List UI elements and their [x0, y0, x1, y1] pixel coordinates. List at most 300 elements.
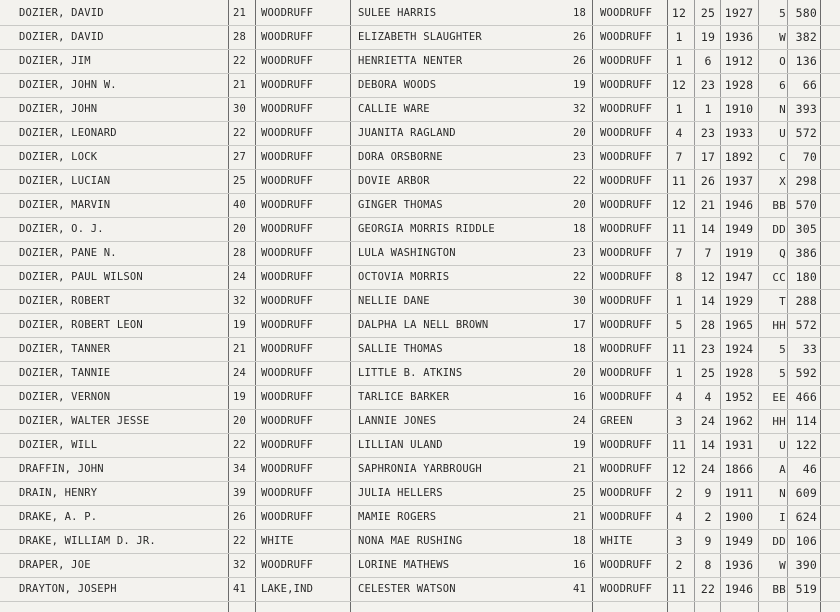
- marriage-year: 1965: [724, 318, 754, 332]
- bride-age: 16: [573, 391, 587, 403]
- groom-name: DOZIER, ROBERT LEON: [19, 319, 143, 331]
- groom-name: DOZIER, VERNON: [19, 391, 111, 403]
- bride-residence: WOODRUFF: [600, 511, 653, 523]
- bride-name: MAMIE ROGERS: [358, 511, 437, 523]
- marriage-day: 1: [704, 102, 712, 116]
- record-book: 5: [779, 343, 786, 356]
- bride-name: CELESTER WATSON: [358, 583, 456, 595]
- bride-age: 26: [573, 31, 587, 43]
- table-row: [0, 242, 840, 266]
- bride-name: LULA WASHINGTON: [358, 247, 456, 259]
- bride-age: 18: [573, 7, 587, 19]
- marriage-year: 1924: [724, 342, 754, 356]
- groom-age: 39: [233, 487, 247, 499]
- groom-name: DOZIER, DAVID: [19, 7, 104, 19]
- table-row: [0, 98, 840, 122]
- groom-residence: LAKE,IND: [261, 583, 314, 595]
- bride-age: 24: [573, 415, 587, 427]
- table-row: [0, 338, 840, 362]
- record-page: 390: [795, 558, 817, 572]
- record-page: 114: [795, 414, 817, 428]
- record-book: DD: [772, 223, 786, 236]
- bride-residence: GREEN: [600, 415, 633, 427]
- record-book: 5: [779, 367, 786, 380]
- bride-name: DOVIE ARBOR: [358, 175, 430, 187]
- marriage-day: 14: [700, 222, 716, 236]
- bride-name: SULEE HARRIS: [358, 7, 437, 19]
- groom-age: 24: [233, 271, 247, 283]
- bride-residence: WOODRUFF: [600, 391, 653, 403]
- bride-name: DORA ORSBORNE: [358, 151, 443, 163]
- record-book: T: [779, 295, 786, 308]
- groom-residence: WOODRUFF: [261, 127, 314, 139]
- bride-residence: WOODRUFF: [600, 31, 653, 43]
- marriage-month: 1: [675, 54, 683, 68]
- row-rule: [0, 601, 840, 602]
- bride-age: 41: [573, 583, 587, 595]
- marriage-month: 11: [671, 174, 687, 188]
- groom-name: DOZIER, O. J.: [19, 223, 104, 235]
- marriage-day: 23: [700, 126, 716, 140]
- marriage-month: 4: [675, 126, 683, 140]
- marriage-day: 8: [704, 558, 712, 572]
- bride-residence: WOODRUFF: [600, 295, 653, 307]
- marriage-month: 8: [675, 270, 683, 284]
- marriage-month: 3: [675, 414, 683, 428]
- record-page: 570: [795, 198, 817, 212]
- record-page: 519: [795, 582, 817, 596]
- groom-residence: WOODRUFF: [261, 511, 314, 523]
- groom-age: 20: [233, 415, 247, 427]
- groom-name: DOZIER, PANE N.: [19, 247, 117, 259]
- table-row: [0, 386, 840, 410]
- marriage-year: 1936: [724, 30, 754, 44]
- record-book: EE: [772, 391, 786, 404]
- bride-residence: WOODRUFF: [600, 127, 653, 139]
- bride-name: DALPHA LA NELL BROWN: [358, 319, 489, 331]
- record-page: 180: [795, 270, 817, 284]
- marriage-day: 9: [704, 534, 712, 548]
- groom-residence: WOODRUFF: [261, 319, 314, 331]
- record-book: C: [779, 151, 786, 164]
- groom-residence: WOODRUFF: [261, 463, 314, 475]
- groom-age: 28: [233, 247, 247, 259]
- groom-age: 22: [233, 439, 247, 451]
- marriage-year: 1936: [724, 558, 754, 572]
- record-page: 66: [802, 78, 817, 92]
- marriage-year: 1946: [724, 198, 754, 212]
- groom-name: DOZIER, JOHN W.: [19, 79, 117, 91]
- groom-residence: WOODRUFF: [261, 199, 314, 211]
- record-page: 305: [795, 222, 817, 236]
- record-book: U: [779, 127, 786, 140]
- groom-age: 19: [233, 391, 247, 403]
- record-book: BB: [772, 199, 786, 212]
- bride-residence: WOODRUFF: [600, 151, 653, 163]
- record-book: X: [779, 175, 786, 188]
- groom-name: DRAFFIN, JOHN: [19, 463, 104, 475]
- marriage-day: 19: [700, 30, 716, 44]
- marriage-day: 24: [700, 462, 716, 476]
- record-page: 572: [795, 318, 817, 332]
- table-row: [0, 314, 840, 338]
- table-row: [0, 506, 840, 530]
- marriage-month: 7: [675, 246, 683, 260]
- record-page: 592: [795, 366, 817, 380]
- record-page: 106: [795, 534, 817, 548]
- groom-residence: WOODRUFF: [261, 559, 314, 571]
- groom-age: 28: [233, 31, 247, 43]
- bride-name: CALLIE WARE: [358, 103, 430, 115]
- bride-name: HENRIETTA NENTER: [358, 55, 463, 67]
- groom-name: DOZIER, LEONARD: [19, 127, 117, 139]
- record-book: O: [779, 55, 786, 68]
- bride-name: LANNIE JONES: [358, 415, 437, 427]
- record-page: 386: [795, 246, 817, 260]
- groom-age: 21: [233, 79, 247, 91]
- groom-name: DRAKE, A. P.: [19, 511, 98, 523]
- groom-residence: WOODRUFF: [261, 367, 314, 379]
- table-row: [0, 218, 840, 242]
- record-page: 122: [795, 438, 817, 452]
- groom-age: 25: [233, 175, 247, 187]
- groom-age: 21: [233, 343, 247, 355]
- record-page: 580: [795, 6, 817, 20]
- marriage-year: 1946: [724, 582, 754, 596]
- bride-residence: WOODRUFF: [600, 247, 653, 259]
- groom-name: DOZIER, ROBERT: [19, 295, 111, 307]
- bride-age: 19: [573, 79, 587, 91]
- marriage-day: 6: [704, 54, 712, 68]
- marriage-month: 12: [671, 198, 687, 212]
- bride-residence: WOODRUFF: [600, 79, 653, 91]
- bride-age: 20: [573, 127, 587, 139]
- bride-age: 18: [573, 223, 587, 235]
- bride-age: 30: [573, 295, 587, 307]
- marriage-month: 1: [675, 102, 683, 116]
- marriage-month: 11: [671, 438, 687, 452]
- groom-age: 24: [233, 367, 247, 379]
- bride-age: 18: [573, 343, 587, 355]
- marriage-year: 1900: [724, 510, 754, 524]
- bride-name: JULIA HELLERS: [358, 487, 443, 499]
- record-page: 298: [795, 174, 817, 188]
- table-row: [0, 578, 840, 602]
- record-page: 70: [802, 150, 817, 164]
- record-book: W: [779, 559, 786, 572]
- groom-residence: WOODRUFF: [261, 343, 314, 355]
- groom-age: 21: [233, 7, 247, 19]
- table-row: [0, 266, 840, 290]
- bride-age: 19: [573, 439, 587, 451]
- table-row: [0, 50, 840, 74]
- marriage-year: 1933: [724, 126, 754, 140]
- bride-residence: WOODRUFF: [600, 343, 653, 355]
- marriage-month: 4: [675, 510, 683, 524]
- marriage-month: 3: [675, 534, 683, 548]
- bride-age: 20: [573, 367, 587, 379]
- bride-residence: WOODRUFF: [600, 583, 653, 595]
- groom-age: 27: [233, 151, 247, 163]
- groom-residence: WOODRUFF: [261, 415, 314, 427]
- bride-name: NELLIE DANE: [358, 295, 430, 307]
- bride-residence: WHITE: [600, 535, 633, 547]
- record-book: W: [779, 31, 786, 44]
- groom-residence: WOODRUFF: [261, 391, 314, 403]
- groom-residence: WOODRUFF: [261, 55, 314, 67]
- table-row: [0, 170, 840, 194]
- marriage-day: 4: [704, 390, 712, 404]
- groom-name: DOZIER, JIM: [19, 55, 91, 67]
- marriage-day: 25: [700, 366, 716, 380]
- groom-residence: WOODRUFF: [261, 271, 314, 283]
- record-page: 136: [795, 54, 817, 68]
- record-page: 46: [802, 462, 817, 476]
- marriage-day: 17: [700, 150, 716, 164]
- marriage-day: 9: [704, 486, 712, 500]
- marriage-year: 1928: [724, 366, 754, 380]
- record-page: 288: [795, 294, 817, 308]
- record-book: BB: [772, 583, 786, 596]
- marriage-year: 1892: [724, 150, 754, 164]
- bride-age: 25: [573, 487, 587, 499]
- marriage-day: 22: [700, 582, 716, 596]
- marriage-year: 1866: [724, 462, 754, 476]
- marriage-year: 1952: [724, 390, 754, 404]
- bride-age: 20: [573, 199, 587, 211]
- groom-residence: WHITE: [261, 535, 294, 547]
- marriage-day: 28: [700, 318, 716, 332]
- groom-age: 32: [233, 559, 247, 571]
- record-page: 382: [795, 30, 817, 44]
- marriage-day: 23: [700, 78, 716, 92]
- marriage-day: 7: [704, 246, 712, 260]
- record-page: 393: [795, 102, 817, 116]
- table-row: [0, 26, 840, 50]
- bride-residence: WOODRUFF: [600, 487, 653, 499]
- marriage-year: 1962: [724, 414, 754, 428]
- groom-age: 22: [233, 535, 247, 547]
- marriage-month: 12: [671, 6, 687, 20]
- bride-name: DEBORA WOODS: [358, 79, 437, 91]
- table-row: [0, 530, 840, 554]
- groom-residence: WOODRUFF: [261, 79, 314, 91]
- groom-residence: WOODRUFF: [261, 295, 314, 307]
- groom-residence: WOODRUFF: [261, 223, 314, 235]
- bride-residence: WOODRUFF: [600, 319, 653, 331]
- bride-name: ELIZABETH SLAUGHTER: [358, 31, 482, 43]
- groom-age: 26: [233, 511, 247, 523]
- marriage-year: 1949: [724, 222, 754, 236]
- bride-age: 18: [573, 535, 587, 547]
- groom-age: 22: [233, 55, 247, 67]
- marriage-year: 1949: [724, 534, 754, 548]
- record-page: 33: [802, 342, 817, 356]
- marriage-day: 24: [700, 414, 716, 428]
- table-row: [0, 482, 840, 506]
- groom-name: DOZIER, WILL: [19, 439, 98, 451]
- bride-name: LITTLE B. ATKINS: [358, 367, 463, 379]
- bride-age: 26: [573, 55, 587, 67]
- bride-residence: WOODRUFF: [600, 367, 653, 379]
- groom-age: 34: [233, 463, 247, 475]
- groom-residence: WOODRUFF: [261, 247, 314, 259]
- bride-age: 21: [573, 511, 587, 523]
- marriage-year: 1931: [724, 438, 754, 452]
- groom-residence: WOODRUFF: [261, 439, 314, 451]
- bride-residence: WOODRUFF: [600, 271, 653, 283]
- bride-residence: WOODRUFF: [600, 439, 653, 451]
- groom-name: DOZIER, JOHN: [19, 103, 98, 115]
- table-row: [0, 410, 840, 434]
- record-book: CC: [772, 271, 786, 284]
- groom-name: DOZIER, PAUL WILSON: [19, 271, 143, 283]
- record-page: 572: [795, 126, 817, 140]
- bride-age: 23: [573, 151, 587, 163]
- bride-name: LILLIAN ULAND: [358, 439, 443, 451]
- record-book: 5: [779, 7, 786, 20]
- groom-name: DOZIER, LOCK: [19, 151, 98, 163]
- bride-residence: WOODRUFF: [600, 463, 653, 475]
- groom-residence: WOODRUFF: [261, 7, 314, 19]
- bride-age: 23: [573, 247, 587, 259]
- marriage-month: 5: [675, 318, 683, 332]
- marriage-month: 11: [671, 582, 687, 596]
- marriage-day: 12: [700, 270, 716, 284]
- groom-name: DOZIER, LUCIAN: [19, 175, 111, 187]
- marriage-day: 14: [700, 294, 716, 308]
- groom-age: 20: [233, 223, 247, 235]
- marriage-month: 11: [671, 342, 687, 356]
- bride-residence: WOODRUFF: [600, 103, 653, 115]
- marriage-month: 12: [671, 462, 687, 476]
- groom-name: DRAIN, HENRY: [19, 487, 98, 499]
- groom-age: 41: [233, 583, 247, 595]
- marriage-day: 2: [704, 510, 712, 524]
- bride-age: 22: [573, 175, 587, 187]
- bride-name: GEORGIA MORRIS RIDDLE: [358, 223, 495, 235]
- table-row: [0, 146, 840, 170]
- marriage-day: 14: [700, 438, 716, 452]
- marriage-year: 1919: [724, 246, 754, 260]
- marriage-year: 1912: [724, 54, 754, 68]
- groom-age: 19: [233, 319, 247, 331]
- groom-name: DRAPER, JOE: [19, 559, 91, 571]
- table-row: [0, 458, 840, 482]
- table-row: [0, 194, 840, 218]
- table-row: [0, 554, 840, 578]
- marriage-day: 26: [700, 174, 716, 188]
- bride-age: 22: [573, 271, 587, 283]
- record-page: 609: [795, 486, 817, 500]
- bride-name: TARLICE BARKER: [358, 391, 450, 403]
- bride-name: OCTOVIA MORRIS: [358, 271, 450, 283]
- groom-name: DRAKE, WILLIAM D. JR.: [19, 535, 156, 547]
- marriage-month: 1: [675, 294, 683, 308]
- record-book: HH: [772, 319, 786, 332]
- groom-age: 30: [233, 103, 247, 115]
- marriage-month: 12: [671, 78, 687, 92]
- groom-age: 32: [233, 295, 247, 307]
- bride-name: SALLIE THOMAS: [358, 343, 443, 355]
- groom-name: DOZIER, TANNER: [19, 343, 111, 355]
- record-book: U: [779, 439, 786, 452]
- groom-residence: WOODRUFF: [261, 175, 314, 187]
- bride-name: NONA MAE RUSHING: [358, 535, 463, 547]
- marriage-month: 4: [675, 390, 683, 404]
- marriage-month: 11: [671, 222, 687, 236]
- groom-age: 40: [233, 199, 247, 211]
- record-book: I: [779, 511, 786, 524]
- marriage-month: 2: [675, 486, 683, 500]
- bride-residence: WOODRUFF: [600, 175, 653, 187]
- marriage-month: 1: [675, 366, 683, 380]
- bride-name: JUANITA RAGLAND: [358, 127, 456, 139]
- table-row: [0, 2, 840, 26]
- groom-residence: WOODRUFF: [261, 151, 314, 163]
- bride-name: SAPHRONIA YARBROUGH: [358, 463, 482, 475]
- table-row: [0, 74, 840, 98]
- record-book: DD: [772, 535, 786, 548]
- groom-residence: WOODRUFF: [261, 103, 314, 115]
- bride-residence: WOODRUFF: [600, 7, 653, 19]
- marriage-month: 2: [675, 558, 683, 572]
- record-book: N: [779, 103, 786, 116]
- table-row: [0, 434, 840, 458]
- bride-name: LORINE MATHEWS: [358, 559, 450, 571]
- groom-name: DOZIER, MARVIN: [19, 199, 111, 211]
- record-book: A: [779, 463, 786, 476]
- bride-residence: WOODRUFF: [600, 223, 653, 235]
- marriage-year: 1929: [724, 294, 754, 308]
- record-book: N: [779, 487, 786, 500]
- marriage-month: 1: [675, 30, 683, 44]
- record-book: HH: [772, 415, 786, 428]
- marriage-year: 1937: [724, 174, 754, 188]
- groom-name: DRAYTON, JOSEPH: [19, 583, 117, 595]
- bride-age: 32: [573, 103, 587, 115]
- marriage-year: 1928: [724, 78, 754, 92]
- bride-residence: WOODRUFF: [600, 199, 653, 211]
- groom-residence: WOODRUFF: [261, 487, 314, 499]
- table-row: [0, 362, 840, 386]
- marriage-year: 1947: [724, 270, 754, 284]
- bride-age: 21: [573, 463, 587, 475]
- bride-age: 17: [573, 319, 587, 331]
- groom-residence: WOODRUFF: [261, 31, 314, 43]
- groom-name: DOZIER, WALTER JESSE: [19, 415, 150, 427]
- groom-name: DOZIER, TANNIE: [19, 367, 111, 379]
- record-book: Q: [779, 247, 786, 260]
- marriage-year: 1911: [724, 486, 754, 500]
- groom-name: DOZIER, DAVID: [19, 31, 104, 43]
- marriage-month: 7: [675, 150, 683, 164]
- record-page: 624: [795, 510, 817, 524]
- record-book: 6: [779, 79, 786, 92]
- marriage-day: 23: [700, 342, 716, 356]
- marriage-day: 21: [700, 198, 716, 212]
- groom-age: 22: [233, 127, 247, 139]
- bride-name: GINGER THOMAS: [358, 199, 443, 211]
- marriage-year: 1910: [724, 102, 754, 116]
- record-page: 466: [795, 390, 817, 404]
- bride-residence: WOODRUFF: [600, 55, 653, 67]
- table-row: [0, 290, 840, 314]
- table-row: [0, 122, 840, 146]
- bride-age: 16: [573, 559, 587, 571]
- marriage-year: 1927: [724, 6, 754, 20]
- bride-residence: WOODRUFF: [600, 559, 653, 571]
